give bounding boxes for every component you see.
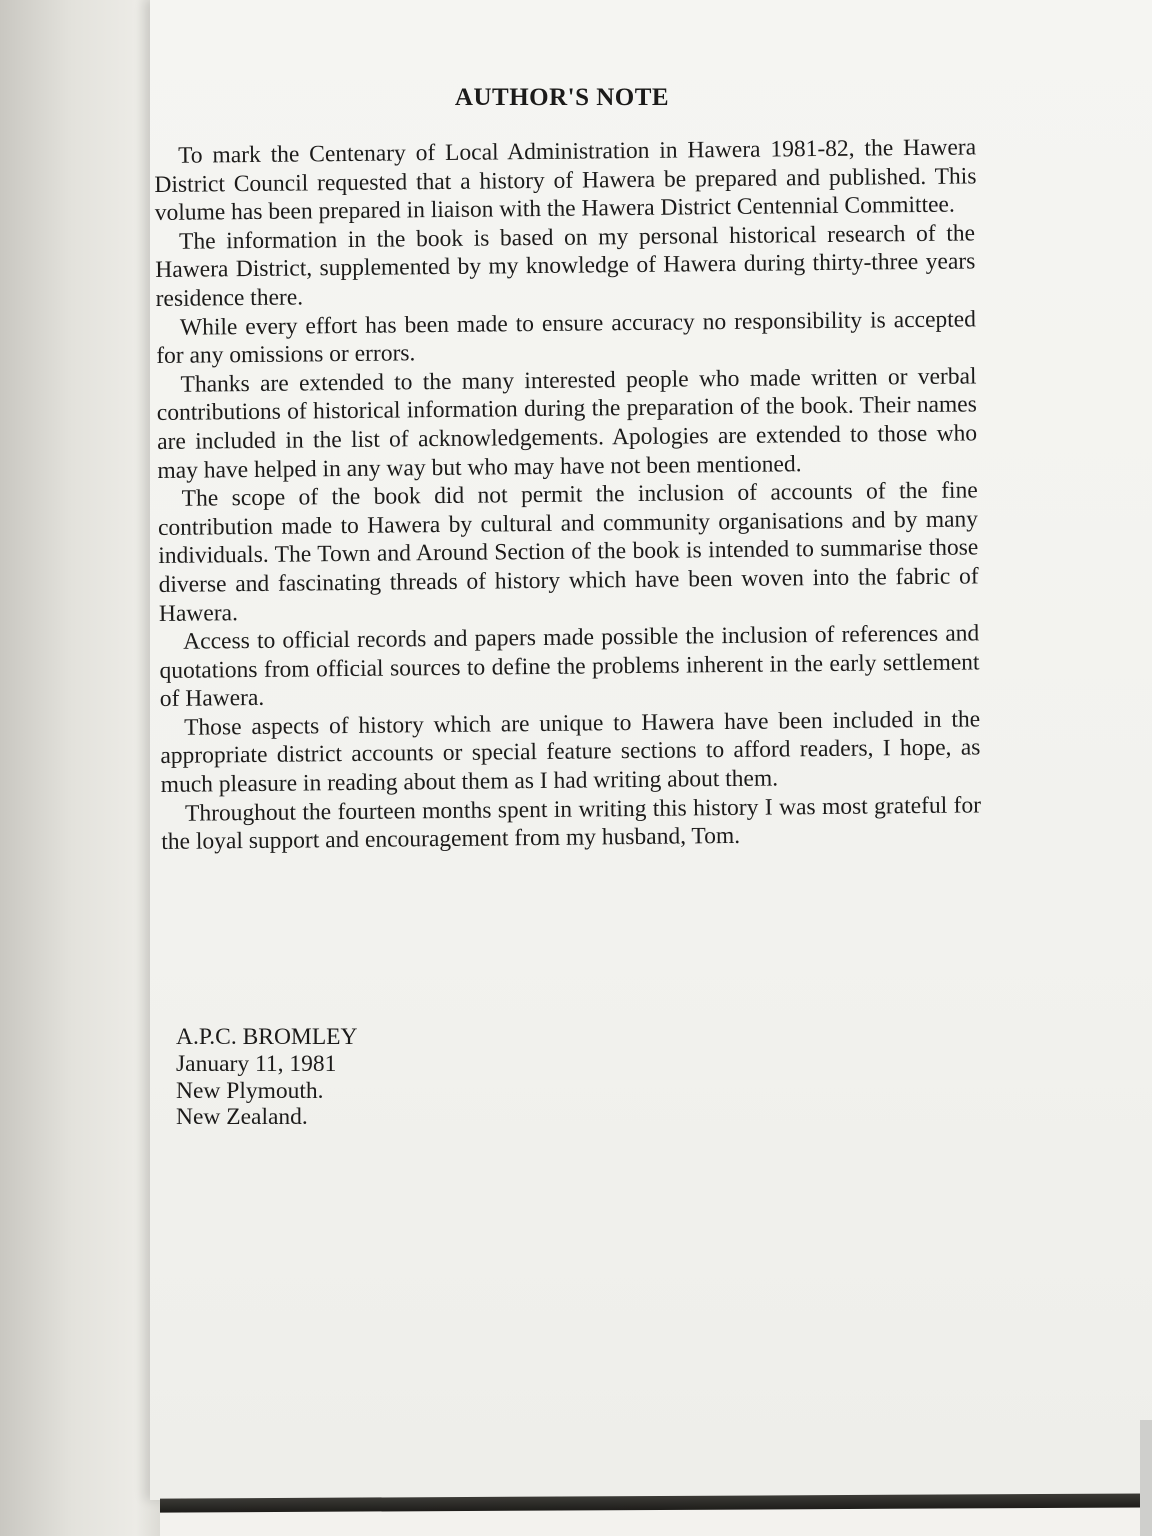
left-page-edge	[0, 0, 160, 1536]
paragraph-accuracy: While every effort has been made to ensure accuracy no responsibility is accepted for any omissions or errors.	[156, 305, 977, 370]
signature-block	[176, 1024, 358, 1131]
paragraph-records: Access to official records and papers made possible the inclusion of references and quotations from official sources to define the problems inherent in the early settlement of Hawera.	[159, 620, 980, 713]
paragraph-gratitude: Throughout the fourteen months spent in writing this history I was most grateful for the loyal support and encouragement from my husband, Tom.	[161, 792, 982, 856]
paragraph-scope: The scope of the book did not permit the inclusion of accounts of the fine contribution made to Hawera by cultural and community organisations and by many individuals. The Town and Around Section of the book is intended to summarise those diverse and fascinating threads of history which have been woven into the fabric of Hawera.	[157, 477, 979, 627]
author-name: A.P.C. BROMLEY	[176, 1024, 358, 1050]
signature-date: January 11, 1981	[176, 1050, 337, 1077]
signature-city: New Plymouth.	[176, 1077, 324, 1104]
paragraph-aspects: Those aspects of history which are unique to Hawera have been included in the appropriate district accounts or special feature sections to afford readers, I hope, as much pleasure in reading about them as I had writing about them.	[160, 706, 981, 799]
page-title: AUTHOR'S NOTE	[454, 84, 670, 111]
signature-country: New Zealand.	[176, 1104, 308, 1131]
paragraph-centenary: To mark the Centenary of Local Administration in Hawera 1981-82, the Hawera District Council requested that a history of Hawera be prepared and published. This volume has been prepared in liaison with the Hawera District Centennial Committee.	[154, 134, 977, 227]
note-body	[154, 133, 981, 856]
paragraph-information: The information in the book is based on my personal historical research of the Hawera District, supplemented by my knowledge of Hawera during thirty-three years residence there.	[155, 220, 976, 312]
page-content	[150, 0, 1152, 1500]
paragraph-thanks: Thanks are extended to the many interested people who made written or verbal contributions of historical information during the preparation of the book. Their names are included in the list of acknowledgements. Apologies are extended to those who may have helped in any way but who may have not been mentioned.	[156, 363, 978, 484]
